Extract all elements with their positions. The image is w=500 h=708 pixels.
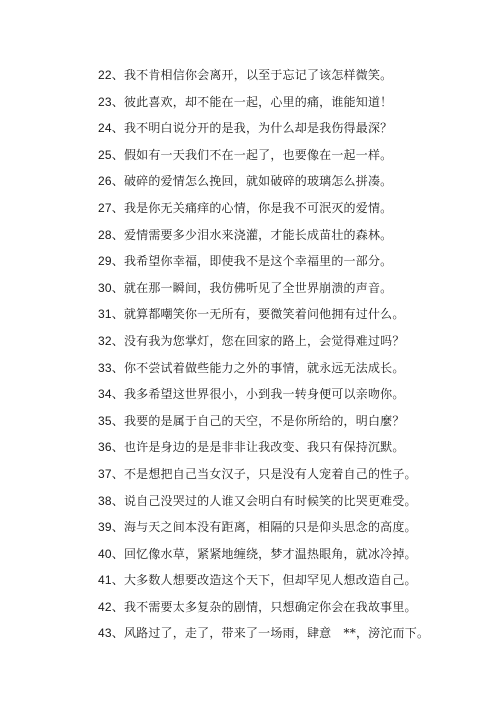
- item-number: 40: [98, 546, 112, 561]
- item-separator: 、: [111, 387, 124, 402]
- list-item: [98, 461, 488, 488]
- item-number: 38: [98, 493, 112, 508]
- item-text: 说自己没哭过的人谁又会明白有时候笑的比哭更难受。: [123, 493, 417, 508]
- list-item: [98, 567, 488, 594]
- list-item: [98, 620, 488, 647]
- item-text: 爱情需要多少泪水来浇灌，才能长成苗壮的森林。: [123, 227, 393, 242]
- item-separator: 、: [111, 254, 124, 269]
- list-item: [98, 301, 488, 328]
- item-number: 30: [98, 280, 112, 295]
- list-item: [98, 275, 488, 302]
- list-item: [98, 248, 488, 275]
- item-text: 假如有一天我们不在一起了，也要像在一起一样。: [123, 147, 393, 162]
- item-separator: 、: [111, 493, 124, 508]
- item-number: 34: [98, 387, 112, 402]
- list-item: [98, 89, 488, 116]
- item-text: 破碎的爱情怎么挽回，就如破碎的玻璃怎么拼凑。: [123, 174, 393, 189]
- list-item: [98, 434, 488, 461]
- item-separator: 、: [111, 227, 124, 242]
- item-separator: 、: [111, 200, 124, 215]
- item-number: 31: [98, 307, 112, 322]
- item-separator: 、: [111, 466, 124, 481]
- list-item: [98, 168, 488, 195]
- item-separator: 、: [111, 413, 124, 428]
- list-item: [98, 355, 488, 382]
- item-number: 41: [98, 573, 112, 588]
- item-separator: 、: [111, 280, 124, 295]
- list-item: [98, 541, 488, 568]
- item-number: 43: [98, 626, 112, 641]
- item-number: 26: [98, 174, 112, 189]
- item-number: 24: [98, 121, 112, 136]
- item-text: 我要的是属于自己的天空，不是你所给的，明白麼？: [123, 413, 405, 428]
- item-separator: 、: [111, 440, 124, 455]
- item-number: 35: [98, 413, 112, 428]
- item-text: 不是想把自己当女汉子，只是没有人宠着自己的性子。: [123, 466, 417, 481]
- item-separator: 、: [111, 121, 124, 136]
- item-text: 我不明白说分开的是我，为什么却是我伤得最深？: [123, 121, 393, 136]
- list-item: [98, 62, 488, 89]
- list-item: [98, 195, 488, 222]
- item-text: 我希望你幸福，即使我不是这个幸福里的一部分。: [123, 254, 393, 269]
- item-number: 39: [98, 520, 112, 535]
- list-item: [98, 142, 488, 169]
- item-separator: 、: [111, 520, 124, 535]
- item-number: 28: [98, 227, 112, 242]
- item-number: 33: [98, 360, 112, 375]
- item-number: 37: [98, 466, 112, 481]
- item-text: 就算都嘲笑你一无所有，要微笑着问他拥有过什么。: [123, 307, 405, 322]
- quote-list: [98, 62, 488, 647]
- list-item: [98, 328, 488, 355]
- item-separator: 、: [111, 333, 124, 348]
- item-number: 22: [98, 68, 112, 82]
- item-text: 也许是身边的是是非非让我改变、我只有保持沉默。: [123, 440, 405, 455]
- list-item: [98, 488, 488, 515]
- item-separator: 、: [111, 307, 124, 322]
- item-separator: 、: [111, 626, 124, 641]
- item-separator: 、: [111, 94, 124, 109]
- item-number: 25: [98, 147, 112, 162]
- item-number: 29: [98, 254, 112, 269]
- item-separator: 、: [111, 599, 124, 614]
- item-text: 回忆像水草，紧紧地缠绕，梦才温热眼角，就冰冷掉。: [123, 546, 417, 561]
- item-text: 没有我为您掌灯，您在回家的路上，会觉得难过吗？: [123, 333, 405, 348]
- item-text: 我不肯相信你会离开，以至于忘记了该怎样微笑。: [123, 68, 393, 82]
- list-item: [98, 514, 488, 541]
- item-number: 42: [98, 599, 112, 614]
- item-text: 彼此喜欢，却不能在一起，心里的痛，谁能知道！: [123, 94, 393, 109]
- item-number: 32: [98, 333, 112, 348]
- item-number: 36: [98, 440, 112, 455]
- item-text: 海与天之间本没有距离，相隔的只是仰头思念的高度。: [123, 520, 417, 535]
- item-text: 你不尝试着做些能力之外的事情，就永远无法成长。: [123, 360, 405, 375]
- item-separator: 、: [111, 174, 124, 189]
- item-number: 23: [98, 94, 112, 109]
- list-item: [98, 115, 488, 142]
- item-separator: 、: [111, 546, 124, 561]
- item-text: 风路过了，走了，带来了一场雨，肆意 **，滂沱而下。: [123, 626, 430, 641]
- item-separator: 、: [111, 573, 124, 588]
- list-item: [98, 594, 488, 621]
- item-text: 大多数人想要改造这个天下，但却罕见人想改造自己。: [123, 573, 417, 588]
- list-item: [98, 381, 488, 408]
- item-number: 27: [98, 200, 112, 215]
- item-text: 我不需要太多复杂的剧情，只想确定你会在我故事里。: [123, 599, 417, 614]
- list-item: [98, 222, 488, 249]
- item-separator: 、: [111, 360, 124, 375]
- item-separator: 、: [111, 68, 124, 82]
- item-text: 我是你无关痛痒的心情，你是我不可泯灭的爱情。: [123, 200, 393, 215]
- item-separator: 、: [111, 147, 124, 162]
- item-text: 我多希望这世界很小，小到我一转身便可以亲吻你。: [123, 387, 405, 402]
- item-text: 就在那一瞬间，我仿佛听见了全世界崩溃的声音。: [123, 280, 393, 295]
- list-item: [98, 408, 488, 435]
